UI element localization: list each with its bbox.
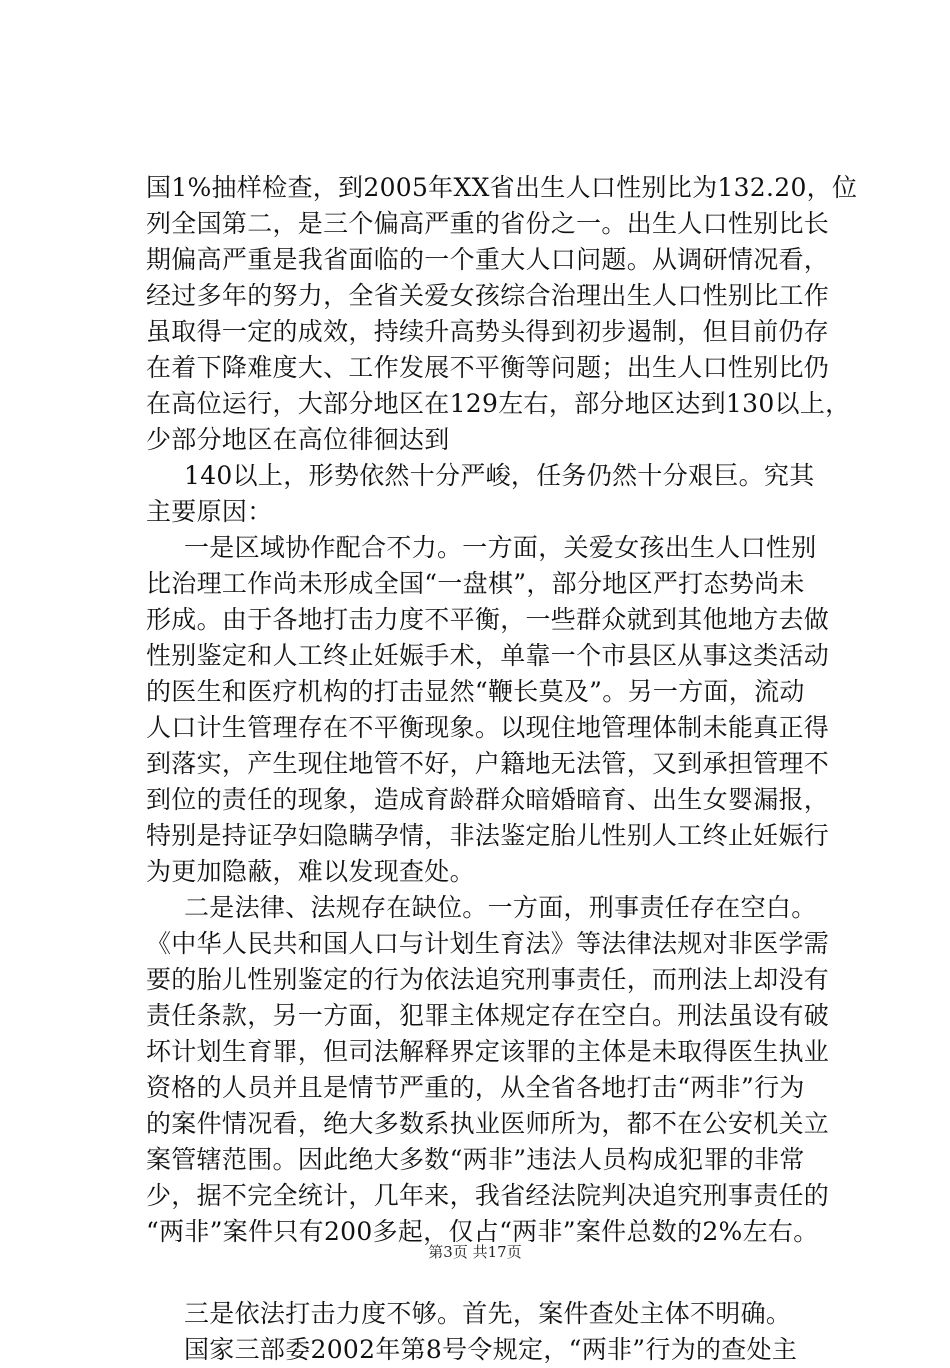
text-line: 的案件情况看，绝大多数系执业医师所为，都不在公安机关立 — [146, 1109, 830, 1138]
text-line: 《中华人民共和国人口与计划生育法》等法律法规对非医学需 — [146, 929, 830, 958]
text-line: 列全国第二，是三个偏高严重的省份之一。出生人口性别比长 — [146, 209, 830, 238]
text-line: 国家三部委2002年第8号令规定，“两非”行为的查处主 — [184, 1335, 798, 1364]
text-line: 一是区域协作配合不力。一方面，关爱女孩出生人口性别 — [184, 533, 817, 562]
text-line: 140以上，形势依然十分严峻，任务仍然十分艰巨。究其 — [184, 461, 815, 490]
text-line: 在着下降难度大、工作发展不平衡等问题；出生人口性别比仍 — [146, 353, 830, 382]
text-line: 形成。由于各地打击力度不平衡，一些群众就到其他地方去做 — [146, 605, 830, 634]
text-line: 少，据不完全统计，几年来，我省经法院判决追究刑事责任的 — [146, 1181, 830, 1210]
text-line: 性别鉴定和人工终止妊娠手术，单靠一个市县区从事这类活动 — [146, 641, 830, 670]
text-line: 要的胎儿性别鉴定的行为依法追究刑事责任，而刑法上却没有 — [146, 965, 830, 994]
text-line: 经过多年的努力，全省关爱女孩综合治理出生人口性别比工作 — [146, 281, 830, 310]
text-line: 比治理工作尚未形成全国“一盘棋”，部分地区严打态势尚未 — [146, 569, 805, 598]
text-line: 三是依法打击力度不够。首先，案件查处主体不明确。 — [184, 1299, 792, 1328]
text-line: 国1%抽样检查，到2005年XX省出生人口性别比为132.20，位 — [146, 173, 858, 202]
text-line: 的医生和医疗机构的打击显然“鞭长莫及”。另一方面，流动 — [146, 677, 805, 706]
document-body — [146, 170, 858, 1368]
text-line: 到位的责任的现象，造成育龄群众暗婚暗育、出生女婴漏报， — [146, 785, 830, 814]
text-line: 坏计划生育罪，但司法解释界定该罪的主体是未取得医生执业 — [146, 1037, 830, 1066]
text-line: 责任条款，另一方面，犯罪主体规定存在空白。刑法虽设有破 — [146, 1001, 830, 1030]
text-line: 特别是持证孕妇隐瞒孕情，非法鉴定胎儿性别人工终止妊娠行 — [146, 821, 830, 850]
text-line: 为更加隐蔽，难以发现查处。 — [146, 857, 475, 886]
text-line: 期偏高严重是我省面临的一个重大人口问题。从调研情况看， — [146, 245, 830, 274]
text-line: 资格的人员并且是情节严重的，从全省各地打击“两非”行为 — [146, 1073, 805, 1102]
text-line: 主要原因： — [146, 497, 273, 526]
page-footer: 第3页 共17页 — [428, 1243, 522, 1261]
text-line: 到落实，产生现住地管不好，户籍地无法管，又到承担管理不 — [146, 749, 830, 778]
text-line: 少部分地区在高位徘徊达到 — [146, 425, 450, 454]
text-line: 在高位运行，大部分地区在129左右，部分地区达到130以上， — [146, 389, 851, 418]
text-line: 人口计生管理存在不平衡现象。以现住地管理体制未能真正得 — [146, 713, 830, 742]
text-line: “两非”案件只有200多起，仅占“两非”案件总数的2%左右。 — [146, 1217, 819, 1246]
text-line: 二是法律、法规存在缺位。一方面，刑事责任存在空白。 — [184, 893, 817, 922]
text-line: 虽取得一定的成效，持续升高势头得到初步遏制，但目前仍存 — [146, 317, 830, 346]
text-line: 案管辖范围。因此绝大多数“两非”违法人员构成犯罪的非常 — [146, 1145, 805, 1174]
